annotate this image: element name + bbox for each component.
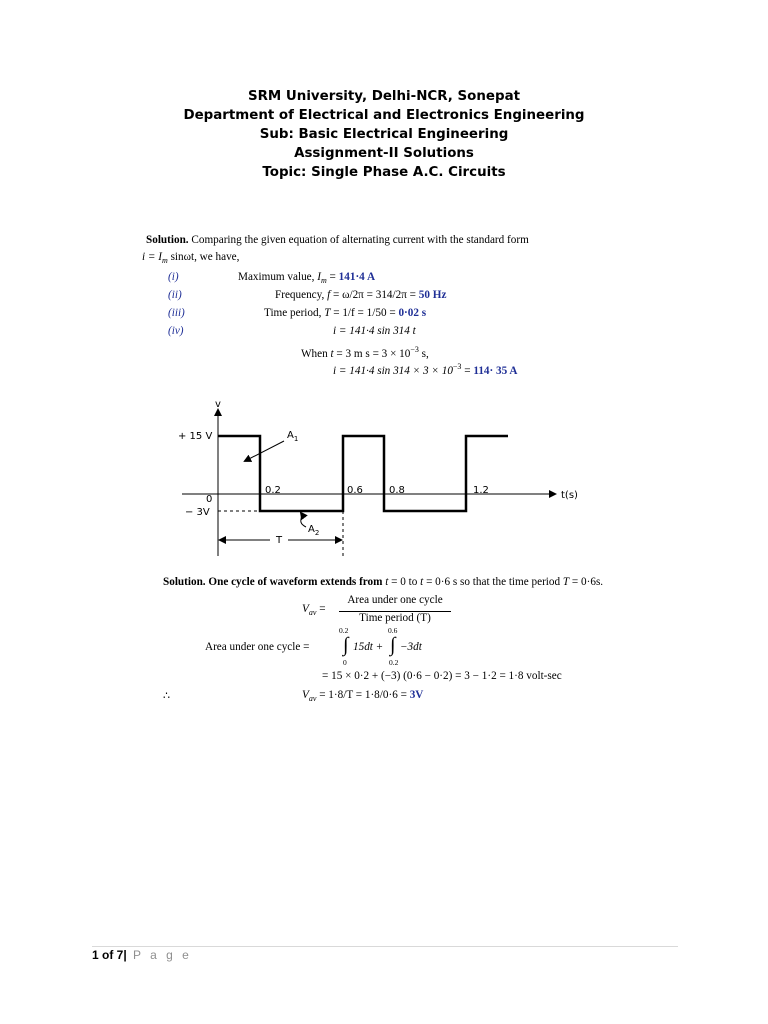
footer-divider [92,946,678,947]
vav-result: $V_{av} = 1\cdot 8/T = 1\cdot 8/0\cdot 6 = 3V$ [302,689,424,703]
item-max-value: (i) Maximum value, $I_m = 141\cdot 4$ A [168,271,376,286]
final-current-line: i = 141·4 $\sin 314 \times 3 \times 10^{-3} = 114\cdot 35$ A [333,362,518,378]
y-axis-label: v [215,399,221,410]
area2-pointer [301,513,306,527]
item-instantaneous: (iv) i = 141·4 sin 314 t [168,324,416,337]
tick-label: 0.8 [389,485,405,496]
tick-label: 1.2 [473,485,489,496]
item-frequency: (ii) Frequency, f = ω/2π = 314/2π = 50 Hz [168,289,447,302]
department-name: Department of Electrical and Electronics Engineering [183,108,585,123]
university-name: SRM University, Delhi-NCR, Sonepat [247,89,521,104]
page-footer: 1 of 7| P a g e [92,948,192,962]
vav-definition: $V_{av}$ = [302,603,326,617]
integral-sign: ∫ [343,634,349,656]
integral-sign: ∫ [390,634,396,656]
x-axis-label: t(s) [561,490,578,501]
page-label: P a g e [126,948,192,962]
subject-line: Sub: Basic Electrical Engineering [259,127,509,142]
v-low-label: − 3V [185,507,210,518]
area-label: Area under one cycle = [205,641,310,653]
area2-label: $A_2$ [308,524,320,537]
area1-pointer [245,441,284,461]
tick-label: 0.2 [265,485,281,496]
area-calculation: = 15 × 0·2 + (−3) (0·6 − 0·2) = 3 − 1·2 = 1·8 volt-sec [322,670,562,682]
v-high-label: + 15 V [178,431,213,442]
tick-label: 0.6 [347,485,363,496]
fraction-numerator: Area under one cycle [347,594,443,606]
standard-form: $i = I_m$ sinωt, we have, [142,251,240,266]
solution-one-intro: Solution. Comparing the given equation of alternating current with the standard form [146,234,529,246]
fraction-denominator: Time period (T) [359,612,431,624]
origin-label: 0 [206,494,213,505]
item-time-period: (iii) Time period, T = 1/f = 1/50 = 0·02 s [168,307,427,319]
square-wave [218,436,508,511]
solution-two-lead: Solution. One cycle of waveform extends from t = 0 to t = 0·6 s so that the time period T = 0·6s. [163,576,604,588]
period-label: T [276,535,283,546]
therefore-sign: ∴ [163,690,171,702]
area1-label: $A_1$ [287,430,299,443]
when-line: When t = 3 m $s = 3 \times 10^{-3}$ s, [301,344,429,360]
page-number: 1 of 7 [92,948,124,962]
assignment-title: Assignment-II Solutions [294,146,474,161]
topic-line: Topic: Single Phase A.C. Circuits [262,165,506,180]
